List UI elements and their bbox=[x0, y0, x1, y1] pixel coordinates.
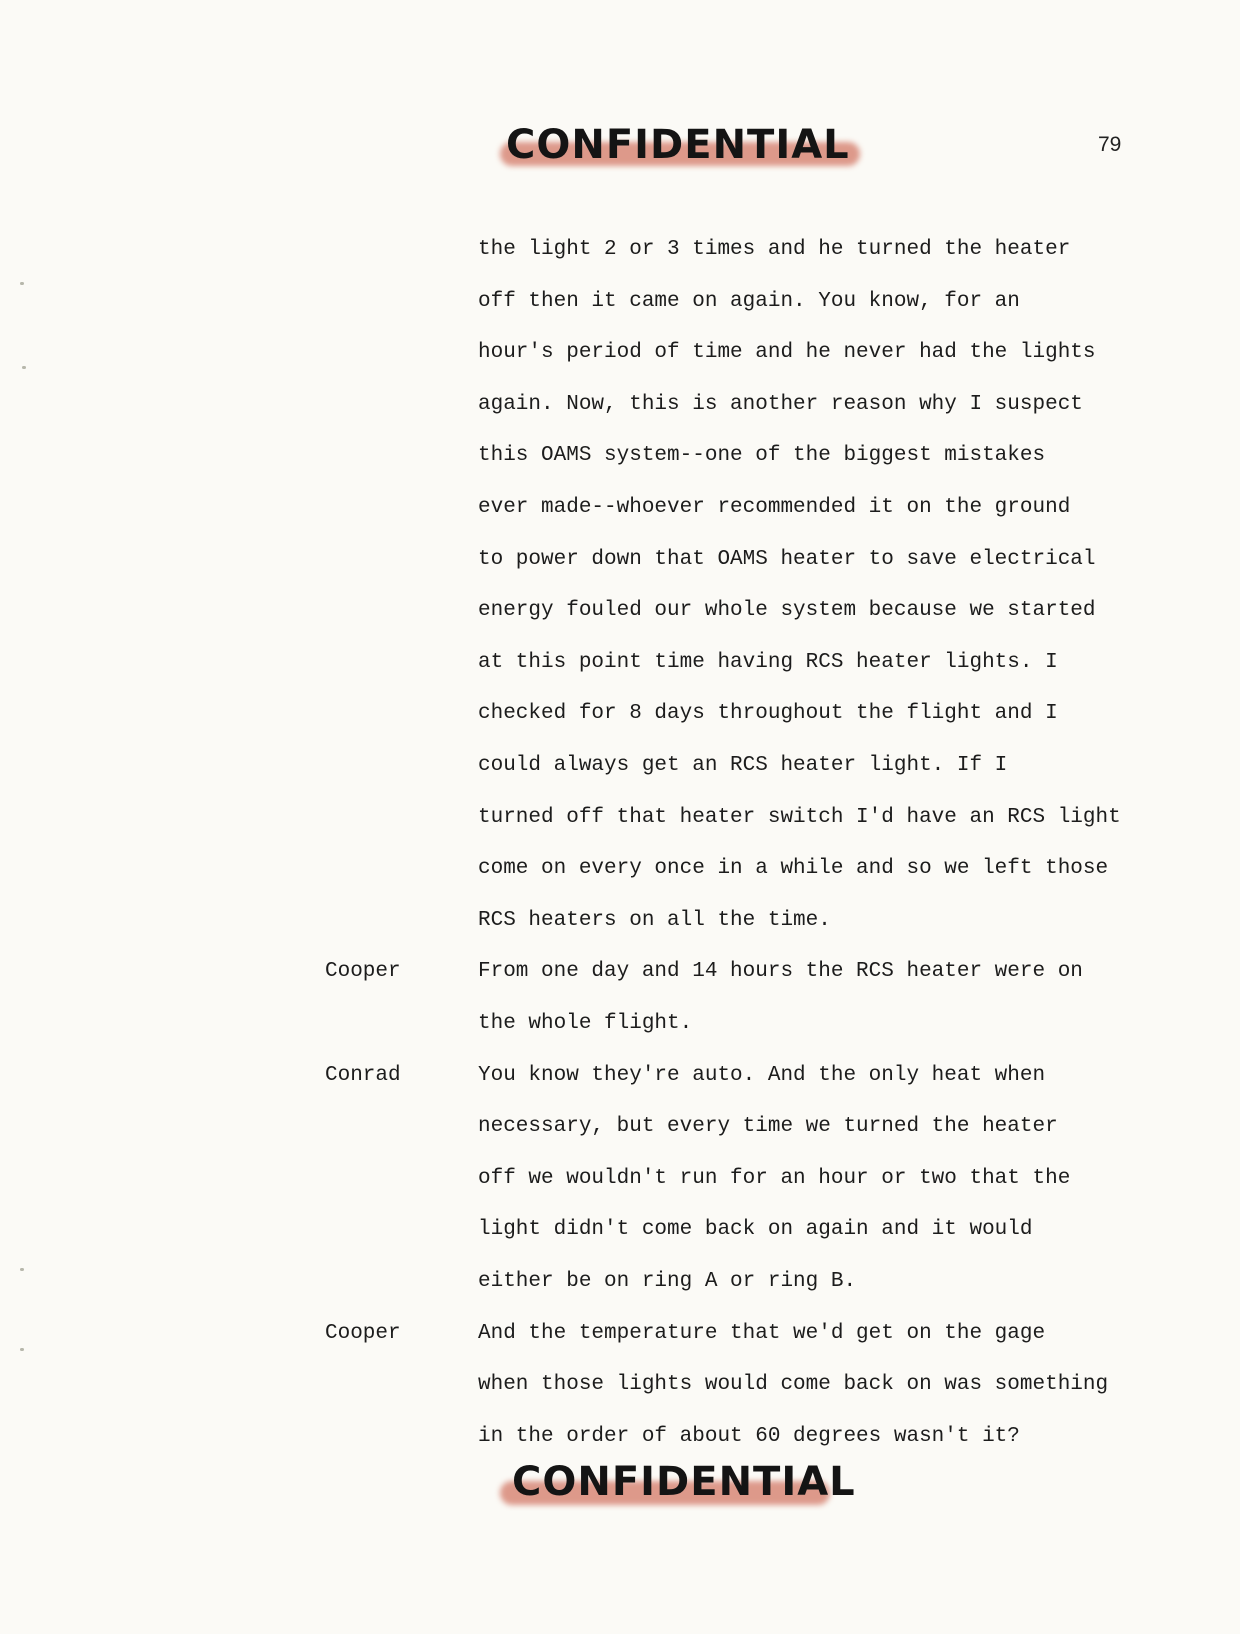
speaker-name: Cooper bbox=[325, 1322, 401, 1345]
transcript-line: off then it came on again. You know, for an bbox=[478, 290, 1020, 313]
confidential-stamp-bottom bbox=[0, 1455, 1240, 1515]
transcript-line: this OAMS system--one of the biggest mistakes bbox=[478, 444, 1046, 467]
paper-speck bbox=[20, 1348, 24, 1351]
transcript-line: RCS heaters on all the time. bbox=[478, 909, 831, 932]
transcript-line: either be on ring A or ring B. bbox=[478, 1270, 857, 1293]
transcript-line: necessary, but every time we turned the heater bbox=[478, 1115, 1058, 1138]
transcript-line: From one day and 14 hours the RCS heater were on bbox=[478, 960, 1083, 983]
paper-speck bbox=[20, 282, 24, 285]
transcript-line: the whole flight. bbox=[478, 1012, 693, 1035]
confidential-label: CONFIDENTIAL bbox=[506, 122, 850, 168]
transcript-line: You know they're auto. And the only heat when bbox=[478, 1064, 1046, 1087]
transcript-line: at this point time having RCS heater lights. I bbox=[478, 651, 1058, 674]
transcript-line: when those lights would come back on was something bbox=[478, 1373, 1109, 1396]
transcript-line: in the order of about 60 degrees wasn't it? bbox=[478, 1425, 1020, 1448]
transcript-line: energy fouled our whole system because we started bbox=[478, 599, 1096, 622]
transcript-line: could always get an RCS heater light. If I bbox=[478, 754, 1008, 777]
paper-speck bbox=[20, 1268, 24, 1271]
transcript-line: light didn't come back on again and it would bbox=[478, 1218, 1033, 1241]
transcript-line: And the temperature that we'd get on the gage bbox=[478, 1322, 1046, 1345]
transcript-line: again. Now, this is another reason why I suspect bbox=[478, 393, 1083, 416]
speaker-name: Cooper bbox=[325, 960, 401, 983]
transcript-line: off we wouldn't run for an hour or two that the bbox=[478, 1167, 1071, 1190]
transcript-line: ever made--whoever recommended it on the ground bbox=[478, 496, 1071, 519]
speaker-name: Conrad bbox=[325, 1064, 401, 1087]
confidential-label: CONFIDENTIAL bbox=[512, 1459, 856, 1505]
transcript-line: to power down that OAMS heater to save electrical bbox=[478, 548, 1096, 571]
page-number: 79 bbox=[1098, 133, 1122, 156]
transcript-line: the light 2 or 3 times and he turned the heater bbox=[478, 238, 1071, 261]
transcript-line: turned off that heater switch I'd have an RCS light bbox=[478, 806, 1121, 829]
transcript-line: checked for 8 days throughout the flight and I bbox=[478, 702, 1058, 725]
paper-speck bbox=[22, 366, 26, 369]
transcript-line: hour's period of time and he never had the lights bbox=[478, 341, 1096, 364]
transcript-line: come on every once in a while and so we left those bbox=[478, 857, 1109, 880]
